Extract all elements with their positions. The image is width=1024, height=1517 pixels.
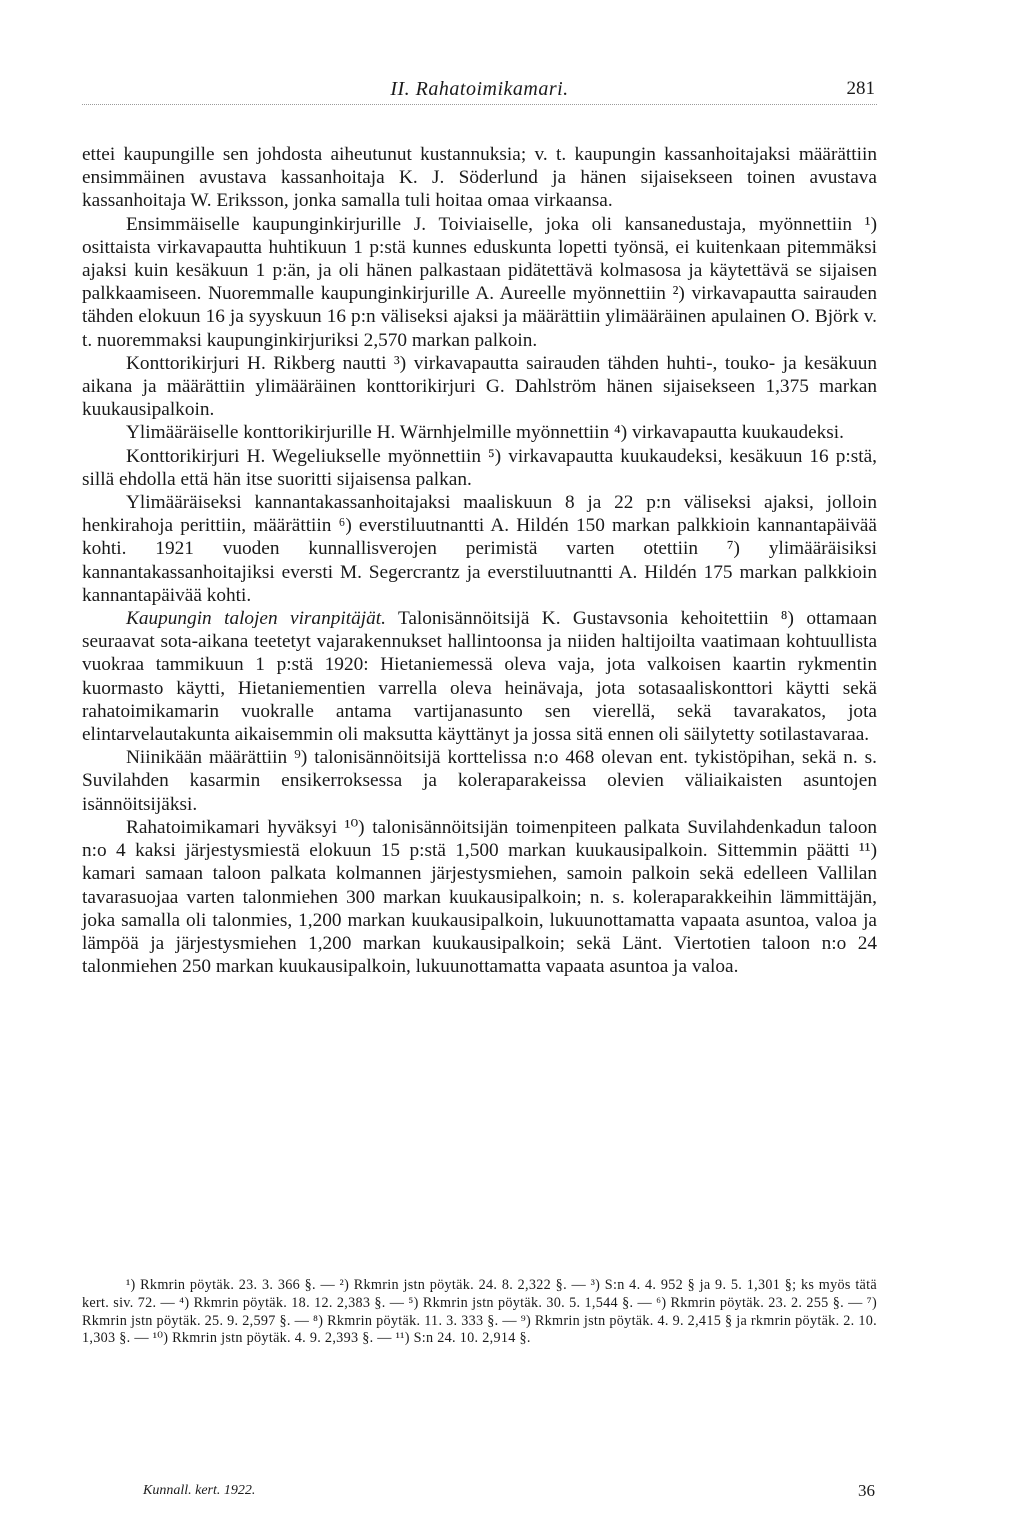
paragraph: Konttorikirjuri H. Rikberg nautti ³) virkavapautta sairauden tähden huhti-, touko- ja kesäkuun aikana ja määrättiin ylimääräinen konttorikirjuri G. Dahlström hänen sijaisekseen 1,375 markan kuukausipalkoin. bbox=[82, 352, 877, 421]
page-number: 281 bbox=[846, 78, 875, 99]
paragraph-with-heading bbox=[82, 607, 877, 746]
body-text bbox=[82, 143, 877, 978]
paragraph: Rahatoimikamari hyväksyi ¹⁰) talonisännöitsijän toimenpiteen palkata Suvilahdenkadun taloon n:o 4 kaksi järjestysmiestä elokuun 15 p:stä 1,500 markan kuukausipalkoin. Sittemmin päätti ¹¹) kamari samaan taloon palkata kolmannen järjestysmiehen, samoin palkoin sekä edelleen Vallilan tavarasuojaa varten talonmiehen 300 markan kuukausipalkoin; n. s. koleraparakkeihin lämmittäjän, joka samalla oli talonmies, 1,200 markan kuukausipalkoin, lukuunottamatta vapaata asuntoa, valoa ja lämpöä ja järjestysmiehen 1,200 markan kuukausipalkoin; sekä Länt. Viertotien taloon n:o 24 talonmiehen 250 markan kuukausipalkoin, lukuunottamatta vapaata asuntoa ja valoa. bbox=[82, 816, 877, 978]
footnote-text: ¹) Rkmrin pöytäk. 23. 3. 366 §. — ²) Rkmrin jstn pöytäk. 24. 8. 2,322 §. — ³) S:n 4. 4. 952 § ja 9. 5. 1,301 §; ks myös tätä kert. siv. 72. — ⁴) Rkmrin pöytäk. 18. 12. 2,383 §. — ⁵) Rkmrin jstn pöytäk. 30. 5. 1,544 §. — ⁶) Rkmrin pöytäk. 23. 2. 255 §. — ⁷) Rkmrin jstn pöytäk. 25. 9. 2,597 §. — ⁸) Rkmrin pöytäk. 11. 3. 333 §. — ⁹) Rkmrin jstn pöytäk. 4. 9. 2,415 § ja rkmrin pöytäk. 2. 10. 1,303 §. — ¹⁰) Rkmrin jstn pöytäk. 4. 9. 2,393 §. — ¹¹) S:n 24. 10. 2,914 §. bbox=[82, 1277, 877, 1347]
paragraph: ettei kaupungille sen johdosta aiheutunut kustannuksia; v. t. kaupungin kassanhoitajaksi määrättiin ensimmäinen avustava kassanhoitaja K. J. Söderlund ja hänen sijaisekseen toinen avustava kassanhoitaja W. Eriksson, jonka samalla tuli hoitaa omaa virkaansa. bbox=[82, 144, 877, 212]
series-title: Kunnall. kert. 1922. bbox=[143, 1483, 256, 1498]
paragraph: Niinikään määrättiin ⁹) talonisännöitsijä korttelissa n:o 468 olevan ent. tykistöpihan, sekä n. s. Suvilahden kasarmin ensikerroksessa ja koleraparakeissa olevien väliaikaisten asuntojen isännöitsijäksi. bbox=[82, 747, 877, 815]
page-header bbox=[82, 74, 877, 105]
section-heading: Kaupungin talojen viranpitäjät. bbox=[126, 608, 386, 630]
running-title: II. Rahatoimikamari. bbox=[390, 78, 569, 100]
page-footer bbox=[143, 1481, 877, 1505]
paragraph: Ylimääräiseksi kannantakassanhoitajaksi maaliskuun 8 ja 22 p:n väliseksi ajaksi, jolloin henkirahoja perittiin, määrättiin ⁶) everstiluutnantti A. Hildén 150 markan palkkioin kannantapäivää kohti. 1921 vuoden kunnallisverojen perimistä varten otettiin ⁷) ylimääräisiksi kannantakassanhoitajiksi eversti M. Segercrantz ja everstiluutnantti A. Hildén 175 markan palkkioin kannantapäivää kohti. bbox=[82, 492, 877, 606]
paragraph-text: Talonisännöitsijä K. Gustavsonia kehoitettiin ⁸) ottamaan seuraavat sota-aikana teetetyt vajarakennukset hallintoonsa ja niiden haltijoilta vaatimaan kohtuullista vuokraa tammikuun 1 p:stä 1920: Hietaniemessä oleva vaja, jota valkoisen kaartin rykmentin kuormasto käytti, Hietaniementien varrella oleva heinävaja, jota sotasaaliskonttori käytti sekä rahatoimikamarin vuokralle antama vartijanasunto sen vierellä, sekä tavarakatos, jota elintarvelautakunta aikaisemmin oli maksutta käyttänyt ja jossa sitä ennen oli säilytetty sotilastavaraa. bbox=[82, 608, 877, 746]
footnotes bbox=[82, 1277, 877, 1348]
sheet-number: 36 bbox=[858, 1481, 875, 1500]
paragraph: Ylimääräiselle konttorikirjurille H. Wärnhjelmille myönnettiin ⁴) virkavapautta kuukaudeksi. bbox=[126, 422, 844, 444]
paragraph: Konttorikirjuri H. Wegeliukselle myönnettiin ⁵) virkavapautta kuukaudeksi, kesäkuun 16 p:stä, sillä ehdolla että hän itse suoritti sijaisensa palkan. bbox=[82, 445, 877, 490]
paragraph: Ensimmäiselle kaupunginkirjurille J. Toiviaiselle, joka oli kansanedustaja, myönnettiin ¹) osittaista virkavapautta huhtikuun 1 p:stä kunnes eduskunta lopetti työnsä, ei kuitenkaan pitemmäksi ajaksi kuin kesäkuun 1 p:än, ja oli hänen palkastaan pidätettävä kolmasosa ja käytettävä se sijaisen palkkaamiseen. Nuoremmalle kaupunginkirjurille A. Aureelle myönnettiin ²) virkavapautta sairauden tähden elokuun 16 ja syyskuun 16 p:n väliseksi ajaksi ja määrättiin ylimääräinen apulainen O. Björk v. t. nuoremmaksi kaupunginkirjuriksi 2,570 markan palkoin. bbox=[82, 213, 877, 351]
